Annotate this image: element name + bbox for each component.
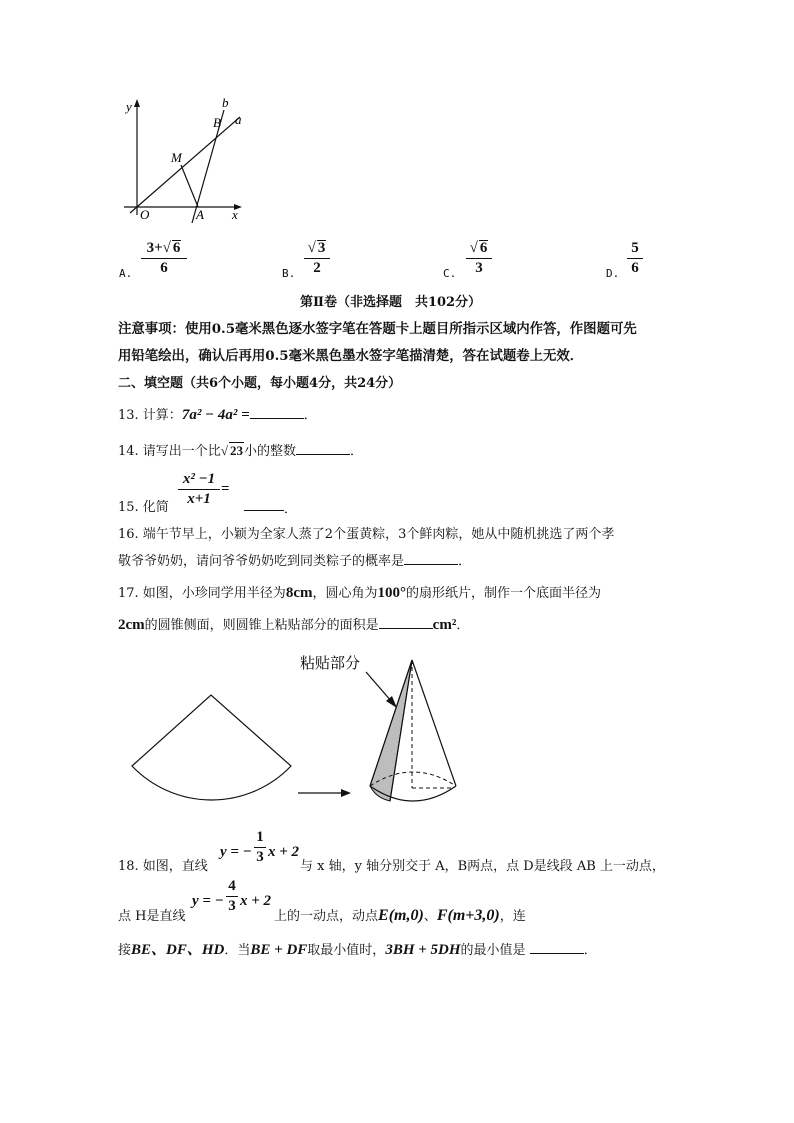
label-x: x	[232, 207, 238, 222]
option-c-fraction: √ 6 3	[466, 240, 492, 277]
sector-cone-figure	[118, 648, 478, 808]
coordinate-figure	[118, 95, 258, 225]
q17-answer-blank[interactable]	[379, 616, 433, 629]
q18-point-f: F(m+3,0)	[436, 907, 500, 924]
question-18-line-1-rest: 与 x 轴，y 轴分别交于 A，B两点，点 D是线段 AB 上一动点，	[300, 859, 665, 874]
notice-line-1: 注意事项：使用0.5毫米黑色逐水签字笔在答题卡上题目所指示区域内作答，作图题可先	[118, 321, 637, 337]
label-O: O	[140, 207, 150, 222]
question-18-line-2-rest: 上的一动点，动点E(m,0)、F(m+3,0)，连	[274, 907, 526, 924]
q13-answer-blank[interactable]	[250, 406, 304, 419]
question-18-line-3: 接BE、DF、HD．当BE + DF取最小值时，3BH + 5DH的最小值是 ．	[118, 942, 597, 958]
question-18-prefix: 18. 如图，直线	[118, 859, 208, 874]
q17-angle: 100°	[377, 585, 406, 601]
q18-answer-blank[interactable]	[530, 941, 584, 954]
section-title: 第Ⅱ卷（非选择题 共102分）	[300, 295, 482, 310]
glued-part-label: 粘贴部分	[300, 656, 361, 672]
notice-line-2: 用铅笔绘出，确认后再用0.5毫米黑色墨水签字笔描清楚，答在试题卷上无效．	[118, 348, 584, 364]
cone-glued-part	[370, 660, 412, 801]
label-M: M	[171, 150, 182, 165]
transform-arrow-head	[341, 789, 351, 797]
option-a-fraction: 3+√ 6 6	[141, 240, 187, 277]
q18-eq2-rhs: x + 2	[240, 893, 272, 909]
label-y: y	[126, 99, 132, 114]
line-a	[130, 117, 240, 213]
q18-eq2-fraction: 4 3	[226, 878, 238, 915]
option-c-letter: C.	[443, 267, 457, 280]
q18-eq1-lhs: y = −	[220, 844, 252, 860]
q18-eq1-fraction: 1 3	[254, 829, 266, 866]
q14-answer-blank[interactable]	[296, 442, 350, 455]
q15-end: ．	[284, 502, 298, 517]
q18-point-e: E(m,0)	[378, 907, 424, 924]
question-14: 14. 请写出一个比√ 23小的整数 ．	[118, 443, 363, 459]
segment-MA	[181, 165, 198, 207]
question-13: 13. 计算：7a² − 4a² = ．	[118, 407, 317, 423]
sector-shape	[132, 695, 291, 800]
q17-radius: 8cm	[285, 585, 313, 601]
q17-unit: cm²	[432, 617, 457, 633]
question-16-line-1: 16. 端午节早上，小颖为全家人蒸了2个蛋黄粽，3个鲜肉粽，她从中随机挑选了两个孝	[118, 527, 615, 542]
option-d-letter: D.	[606, 267, 620, 280]
q13-expression: 7a² − 4a² =	[181, 407, 250, 423]
q16-answer-blank[interactable]	[404, 552, 458, 565]
q15-equals: =	[221, 481, 230, 497]
question-15-prefix: 15. 化简	[118, 500, 169, 515]
cone-right-edge	[412, 660, 456, 786]
label-A: A	[196, 207, 204, 222]
question-18-line-2-prefix: 点 H是直线	[118, 909, 186, 924]
q15-fraction: x² −1 x+1	[178, 471, 220, 508]
question-17-line-2: 2cm的圆锥侧面，则圆锥上粘贴部分的面积是 cm²．	[118, 617, 470, 633]
question-17-line-1: 17. 如图，小珍同学用半径为8cm，圆心角为100°的扇形纸片，制作一个底面半径为	[118, 585, 601, 601]
q18-segments: BE、DF、HD	[131, 942, 225, 958]
q18-target: 3BH + 5DH	[385, 942, 461, 958]
q18-eq2-lhs: y = −	[192, 893, 224, 909]
option-d-fraction: 5 6	[627, 240, 643, 277]
q15-answer-blank[interactable]	[244, 498, 284, 511]
option-a-letter: A.	[119, 267, 133, 280]
q14-radicand: 23	[229, 443, 243, 458]
option-b-letter: B.	[282, 267, 296, 280]
glued-part-pointer	[366, 672, 392, 702]
label-B: B	[213, 115, 221, 130]
option-b-fraction: √ 3 2	[304, 240, 330, 277]
question-16-line-2: 敬爷爷奶奶，请问爷爷奶奶吃到同类粽子的概率是 ．	[118, 554, 472, 569]
q18-sum: BE + DF	[250, 942, 308, 958]
q17-base-radius: 2cm	[118, 617, 145, 633]
y-axis-arrow	[134, 99, 140, 107]
section-heading: 二、填空题（共6个小题，每小题4分，共24分）	[118, 376, 402, 391]
label-a: a	[235, 112, 242, 127]
label-b: b	[222, 95, 229, 110]
q18-eq1-rhs: x + 2	[268, 844, 300, 860]
